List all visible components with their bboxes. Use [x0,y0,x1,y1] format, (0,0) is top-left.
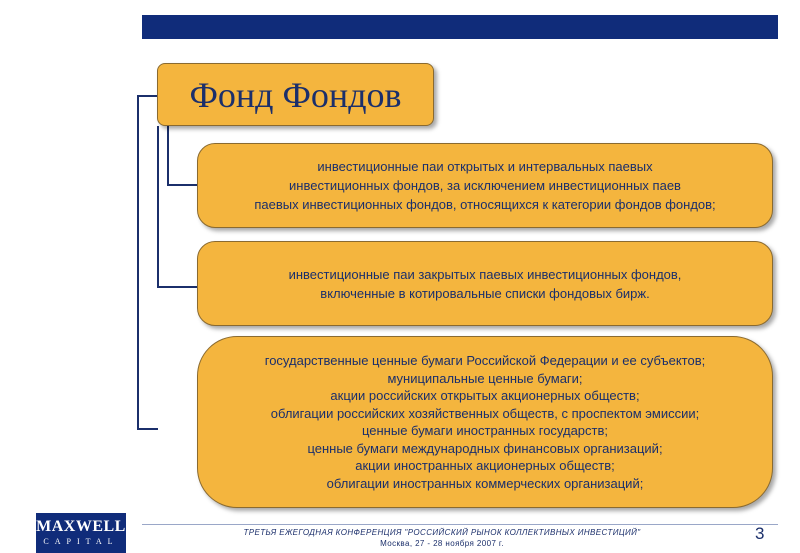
footer-divider [142,524,778,525]
maxwell-capital-logo [36,513,126,553]
logo-subtitle: CAPITAL [43,537,119,546]
info-line: инвестиционных фондов, за исключением инвестиционных паев [289,178,681,193]
conference-date: Москва, 27 - 28 ноября 2007 г. [380,539,504,548]
footer-caption [142,527,742,549]
info-line: включенные в котировальные списки фондовых бирж. [320,285,650,301]
info-line: акции иностранных акционерных обществ; [355,458,615,473]
connector-main [137,95,158,430]
info-line: муниципальные ценные бумаги; [387,370,583,386]
info-line: ценные бумаги иностранных государств; [361,423,609,438]
header-bar [142,15,778,39]
page-number: 3 [755,524,765,543]
info-box-open-funds [197,143,773,228]
connector-box2 [157,126,198,288]
info-line: облигации иностранных коммерческих организаций; [326,475,644,491]
info-line: облигации российских хозяйственных обществ, с проспектом эмиссии; [270,405,700,421]
info-line: паевых инвестиционных фондов, относящихся к категории фондов фондов; [254,197,716,212]
info-line: ценные бумаги международных финансовых организаций; [307,440,663,456]
info-line: акции российских открытых акционерных обществ; [330,388,640,403]
info-box-closed-funds [197,241,773,326]
fund-of-funds-title: Фонд Фондов [157,63,434,126]
info-box-securities [197,336,773,508]
logo-name: MAXWELL [36,518,126,535]
info-line: инвестиционные паи открытых и интервальных паевых [317,159,653,174]
conference-title: ТРЕТЬЯ ЕЖЕГОДНАЯ КОНФЕРЕНЦИЯ "РОССИЙСКИЙ РЫНОК КОЛЛЕКТИВНЫХ ИНВЕСТИЦИЙ" [243,528,641,537]
info-line: инвестиционные паи закрытых паевых инвестиционных фондов, [288,266,682,282]
info-line: государственные ценные бумаги Российской Федерации и ее субъектов; [264,353,706,368]
